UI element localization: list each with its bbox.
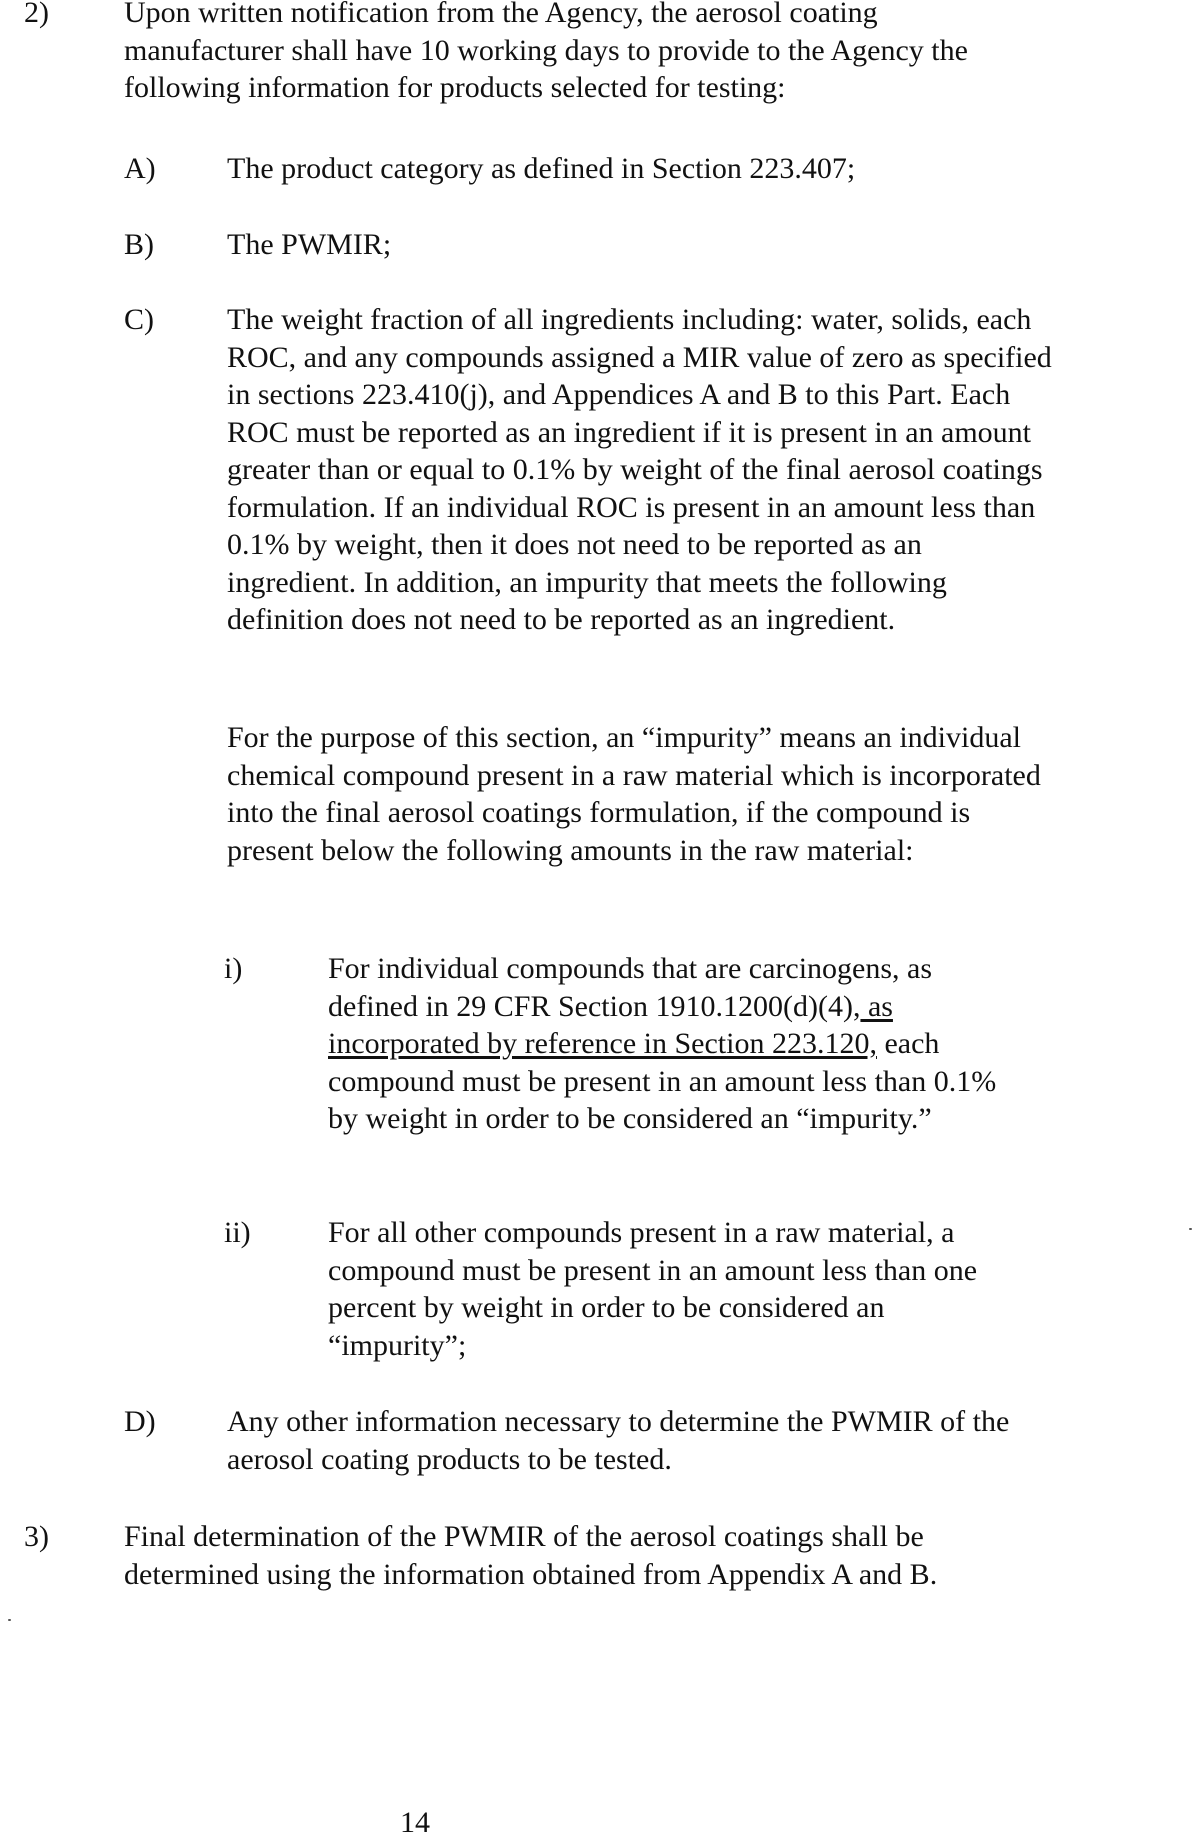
item-i-text xyxy=(328,950,1028,1138)
item-d-marker: D) xyxy=(124,1405,156,1438)
scan-speck xyxy=(1189,1228,1192,1230)
item-i-text-before: For individual compounds that are carcinogens, as defined in 29 CFR Section 1910.1200(d)(4), xyxy=(328,952,933,1023)
page-number: 14 xyxy=(400,1806,430,1839)
item-3-text: Final determination of the PWMIR of the aerosol coatings shall be determined using the information obtained from Appendix A and B. xyxy=(124,1520,938,1591)
item-i-text-after: each compound must be present in an amount less than 0.1% by weight in order to be considered an “impurity.” xyxy=(328,1027,997,1135)
item-d-text: Any other information necessary to determine the PWMIR of the aerosol coating products to be tested. xyxy=(227,1405,1010,1476)
item-b-marker: B) xyxy=(124,228,154,261)
item-a-marker: A) xyxy=(124,152,156,185)
item-c-marker: C) xyxy=(124,303,154,336)
item-2-text: Upon written notification from the Agency, the aerosol coating manufacturer shall have 10 working days to provide to the Agency the following information for products selected for testing: xyxy=(124,0,968,104)
item-i-marker: i) xyxy=(224,952,243,985)
item-b-text: The PWMIR; xyxy=(227,228,392,261)
impurity-definition-text: For the purpose of this section, an “impurity” means an individual chemical compound present in a raw material which is incorporated into the final aerosol coatings formulation, if the compound is present below the following amounts in the raw material: xyxy=(227,721,1041,867)
item-3-marker: 3) xyxy=(24,1520,49,1553)
item-2-marker: 2) xyxy=(24,0,49,29)
item-ii-text: For all other compounds present in a raw material, a compound must be present in an amount less than one percent by weight in order to be considered an “impurity”; xyxy=(328,1216,978,1362)
item-c-text: The weight fraction of all ingredients including: water, solids, each ROC, and any compounds assigned a MIR value of zero as specified in sections 223.410(j), and Appendices A and B to this Part. Each ROC must be reported as an ingredient if it is present in an amount greater than or equal to 0.1% by weight of the final aerosol coatings formulation. If an individual ROC is present in an amount less than 0.1% by weight, then it does not need to be reported as an ingredient. In addition, an impurity that meets the following definition does not need to be reported as an ingredient. xyxy=(227,303,1052,636)
item-i-inserted-reference: as incorporated by reference in Section 223.120, xyxy=(328,989,893,1060)
scan-speck xyxy=(8,1619,11,1621)
item-ii-marker: ii) xyxy=(224,1216,251,1249)
item-a-text: The product category as defined in Section 223.407; xyxy=(227,152,856,185)
